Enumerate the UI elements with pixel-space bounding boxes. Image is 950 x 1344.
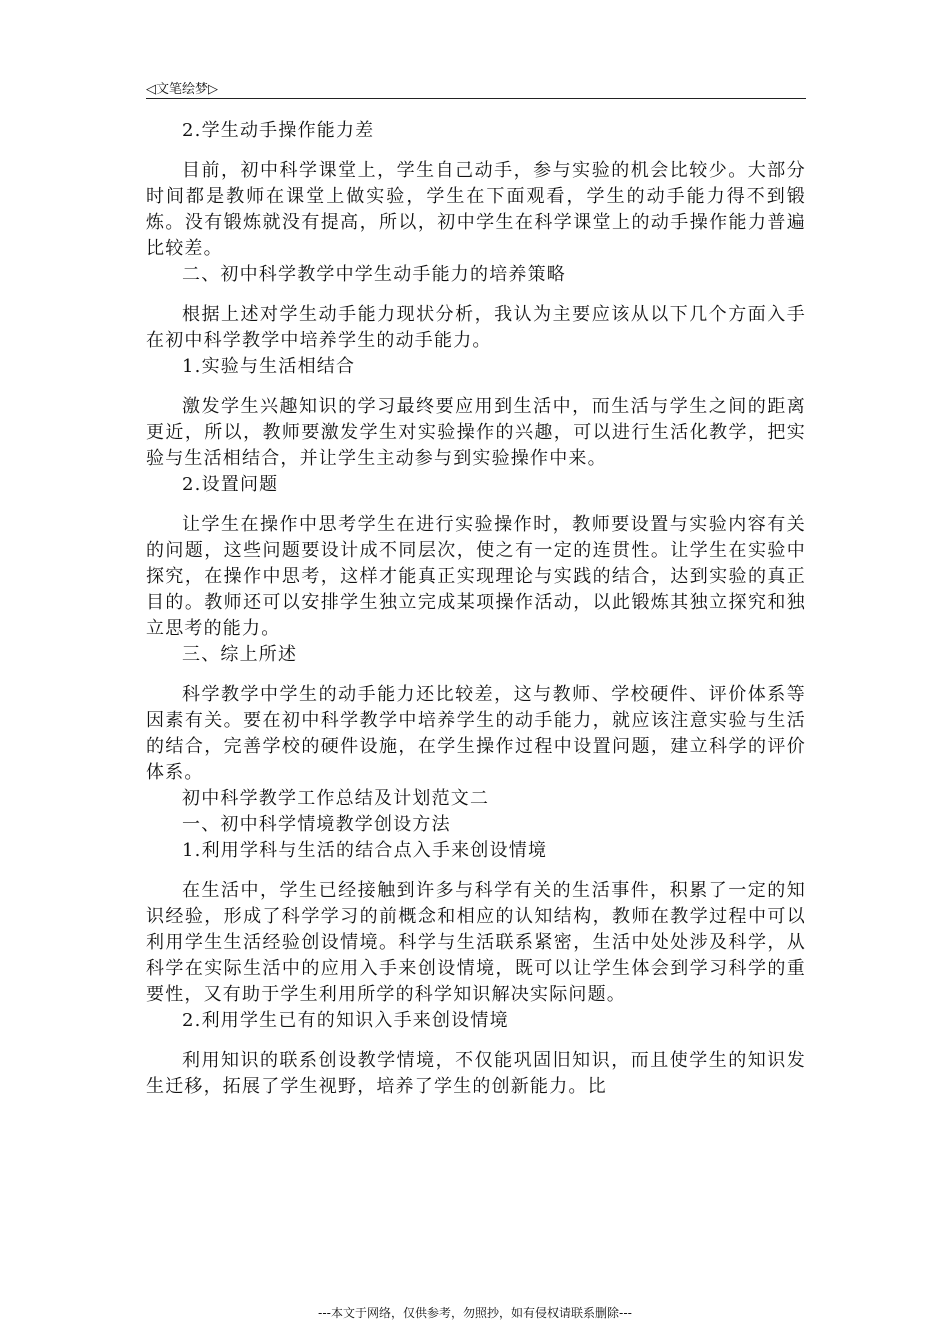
paragraph: 激发学生兴趣知识的学习最终要应用到生活中，而生活与学生之间的距离更近，所以，教师要激发学生对实验操作的兴趣，可以进行生活化教学，把实验与生活相结合，并让学生主动参与到实验操作中来。 <box>146 396 806 469</box>
paragraph: 科学教学中学生的动手能力还比较差，这与教师、学校硬件、评价体系等因素有关。要在初中科学教学中培养学生的动手能力，就应该注意实验与生活的结合，完善学校的硬件设施，在学生操作过程中设置问题，建立科学的评价体系。 <box>146 684 806 783</box>
section-heading: 1.实验与生活相结合 <box>182 356 356 377</box>
section-heading: 2.设置问题 <box>182 474 279 495</box>
paragraph: 目前，初中科学课堂上，学生自己动手，参与实验的机会比较少。大部分时间都是教师在课堂上做实验，学生在下面观看，学生的动手能力得不到锻炼。没有锻炼就没有提高，所以，初中学生在科学课堂上的动手操作能力普遍比较差。 <box>146 160 806 259</box>
header-brand: ◁文笔绘梦▷ <box>146 82 218 97</box>
section-heading: 1.利用学科与生活的结合点入手来创设情境 <box>182 840 548 861</box>
section-heading: 2.利用学生已有的知识入手来创设情境 <box>182 1010 509 1031</box>
page-footer <box>0 1304 950 1321</box>
document-title: 初中科学教学工作总结及计划范文二 <box>182 788 490 809</box>
section-heading: 2.学生动手操作能力差 <box>182 120 375 141</box>
paragraph: 利用知识的联系创设教学情境，不仅能巩固旧知识，而且使学生的知识发生迁移，拓展了学生视野，培养了学生的创新能力。比 <box>146 1050 806 1097</box>
section-heading: 一、初中科学情境教学创设方法 <box>182 814 451 835</box>
footer-notice: ---本文于网络，仅供参考，勿照抄，如有侵权请联系删除--- <box>318 1306 632 1320</box>
section-heading: 二、初中科学教学中学生动手能力的培养策略 <box>182 264 566 285</box>
paragraph: 让学生在操作中思考学生在进行实验操作时，教师要设置与实验内容有关的问题，这些问题要设计成不同层次，使之有一定的连贯性。让学生在实验中探究，在操作中思考，这样才能真正实现理论与实践的结合，达到实验的真正目的。教师还可以安排学生独立完成某项操作活动，以此锻炼其独立探究和独立思考的能力。 <box>146 514 806 639</box>
paragraph: 在生活中，学生已经接触到许多与科学有关的生活事件，积累了一定的知识经验，形成了科学学习的前概念和相应的认知结构，教师在教学过程中可以利用学生生活经验创设情境。科学与生活联系紧密，生活中处处涉及科学，从科学在实际生活中的应用入手来创设情境，既可以让学生体会到学习科学的重要性，又有助于学生利用所学的科学知识解决实际问题。 <box>146 880 806 1005</box>
paragraph: 根据上述对学生动手能力现状分析，我认为主要应该从以下几个方面入手在初中科学教学中培养学生的动手能力。 <box>146 304 806 351</box>
header-rule <box>146 98 806 99</box>
page-header <box>146 74 806 98</box>
section-heading: 三、综上所述 <box>182 644 298 665</box>
document-body <box>146 118 806 1100</box>
